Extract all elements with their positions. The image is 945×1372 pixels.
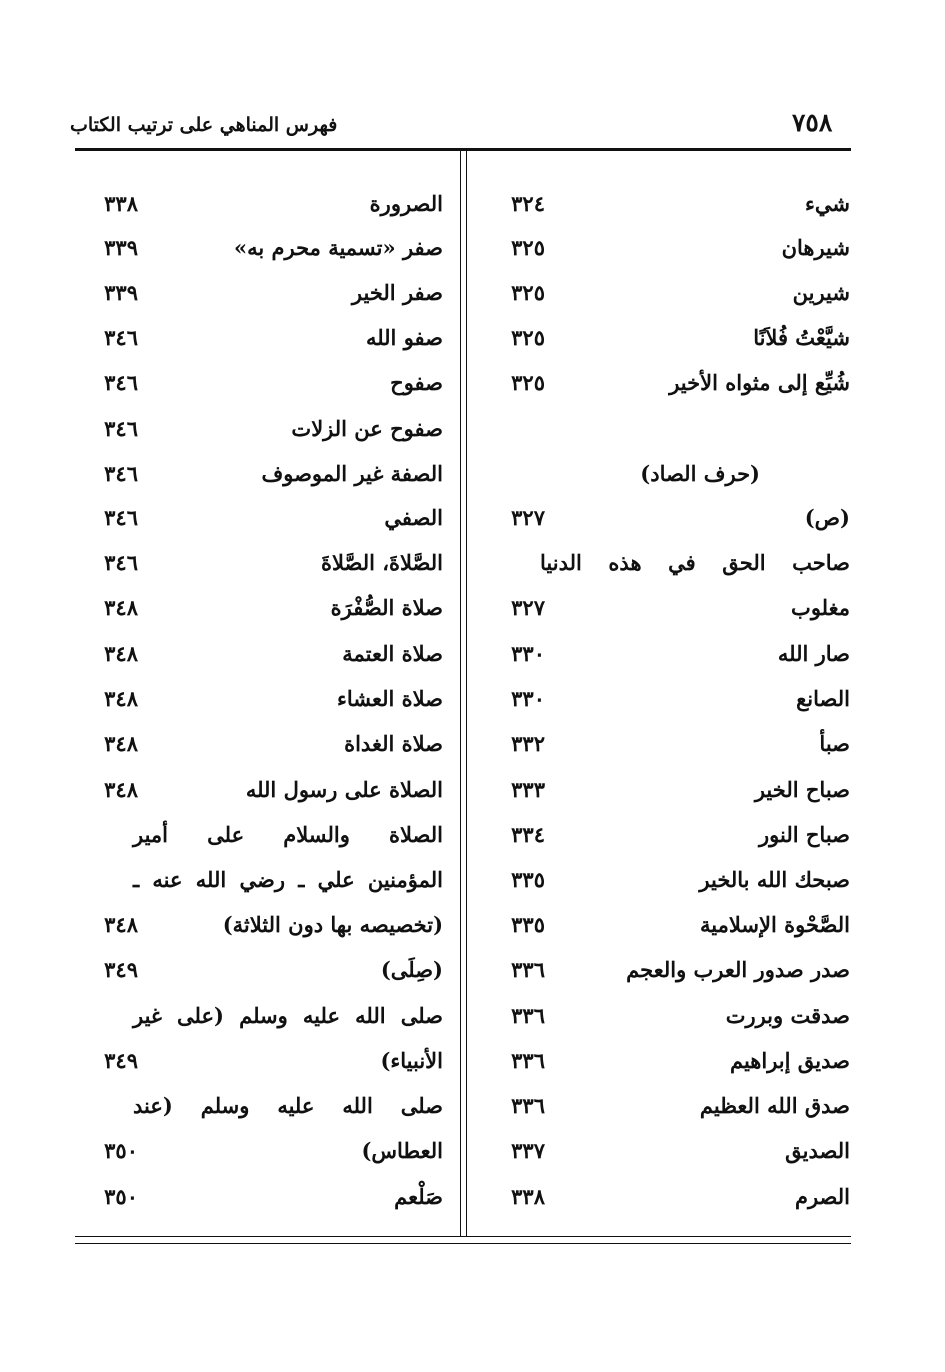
- page-ref: ٣٣٧: [511, 1138, 545, 1163]
- page-ref: ٣٢٥: [511, 280, 545, 305]
- page-ref: ٣٣٦: [511, 1093, 545, 1118]
- page-ref: ٣٢٧: [511, 595, 545, 620]
- index-entry: الصفي: [384, 505, 443, 530]
- index-entry: الصلاة على رسول الله: [245, 777, 443, 802]
- page-ref: ٣٣٩: [104, 235, 138, 260]
- index-entry: (ص): [804, 505, 850, 530]
- page-ref: ٣٣٥: [511, 912, 545, 937]
- index-entry: المؤمنين علي ـ رضي الله عنه ـ: [133, 867, 443, 892]
- footer-rule: [75, 1243, 851, 1244]
- index-entry: العطاس): [361, 1138, 443, 1163]
- index-entry: صاحب الحق في هذه الدنيا: [540, 550, 850, 575]
- index-entry: الصرورة: [369, 191, 443, 216]
- page-ref: ٣٤٨: [104, 912, 138, 937]
- index-entry: شيَّعْتُ فُلاَنًا: [753, 325, 850, 350]
- index-entry: شيرهان: [781, 235, 850, 260]
- index-entry: (صِلَى): [380, 957, 443, 982]
- page-ref: ٣٣٦: [511, 1048, 545, 1073]
- page-ref: ٣٤٩: [104, 957, 138, 982]
- page-ref: ٣٣٠: [511, 641, 545, 666]
- index-entry: صار الله: [777, 641, 850, 666]
- page-ref: ٣٢٧: [511, 505, 545, 530]
- index-entry: صبأ: [819, 731, 850, 756]
- index-entry: الصَّحْوة الإسلامية: [700, 912, 850, 937]
- page-ref: ٣٣٣: [511, 777, 545, 802]
- index-entry: صدقت وبررت: [725, 1003, 850, 1028]
- page-ref: ٣٤٦: [104, 505, 138, 530]
- index-entry: شيرين: [792, 280, 850, 305]
- page-ref: ٣٤٦: [104, 461, 138, 486]
- running-title: فهرس المناهي على ترتيب الكتاب: [70, 114, 338, 136]
- index-entry: صلاة الصُّفْرَة: [330, 595, 443, 620]
- page-ref: ٣٢٥: [511, 325, 545, 350]
- index-entry: الصرم: [794, 1184, 850, 1209]
- footer-rule: [75, 1236, 851, 1237]
- index-entry: الصَّلاةَ، الصَّلاةَ: [320, 550, 443, 575]
- index-entry: الصانع: [796, 686, 850, 711]
- index-entry: صَلْعم: [394, 1184, 443, 1209]
- page-ref: ٣٣٠: [511, 686, 545, 711]
- index-entry: صباح النور: [759, 822, 850, 847]
- index-entry: الصفة غير الموصوف: [261, 461, 443, 486]
- index-entry: شُيِّع إلى مثواه الأخير: [669, 370, 850, 395]
- index-entry: صلاة العشاء: [336, 686, 443, 711]
- index-entry: صدر صدور العرب والعجم: [626, 957, 850, 982]
- page-ref: ٣٤٨: [104, 641, 138, 666]
- page-ref: ٣٢٥: [511, 235, 545, 260]
- index-entry: شيء: [805, 191, 850, 216]
- index-entry: صفوح عن الزلات: [291, 416, 443, 441]
- page-ref: ٣٣٢: [511, 731, 545, 756]
- column-divider: [460, 150, 461, 1237]
- index-entry: صدق الله العظيم: [699, 1093, 850, 1118]
- index-entry: صلى الله عليه وسلم (عند: [133, 1093, 443, 1118]
- page-ref: ٣٤٦: [104, 325, 138, 350]
- page-number: ٧٥٨: [792, 108, 833, 137]
- page-ref: ٣٤٦: [104, 370, 138, 395]
- page-ref: ٣٣٨: [511, 1184, 545, 1209]
- column-divider: [466, 150, 467, 1237]
- page-ref: ٣٢٥: [511, 370, 545, 395]
- index-entry: صديق إبراهيم: [729, 1048, 850, 1073]
- page-ref: ٣٤٦: [104, 416, 138, 441]
- page-ref: ٣٤٨: [104, 777, 138, 802]
- page-ref: ٣٤٩: [104, 1048, 138, 1073]
- index-entry: صلاة العتمة: [342, 641, 443, 666]
- page-ref: ٣٤٨: [104, 595, 138, 620]
- page-ref: ٣٥٠: [104, 1138, 138, 1163]
- index-entry: صفو الله: [365, 325, 443, 350]
- index-entry: الصلاة والسلام على أمير: [133, 822, 443, 847]
- index-entry: صبحك الله بالخير: [699, 867, 850, 892]
- index-entry: صباح الخير: [754, 777, 850, 802]
- index-entry: صلى الله عليه وسلم (على غير: [133, 1003, 443, 1028]
- page-ref: ٣٣٤: [511, 822, 545, 847]
- page-ref: ٣٣٦: [511, 1003, 545, 1028]
- index-entry: صفوح: [390, 370, 443, 395]
- index-entry: صفر «تسمية محرم به»: [233, 235, 443, 260]
- index-entry: صفر الخير: [351, 280, 443, 305]
- page-ref: ٣٣٨: [104, 191, 138, 216]
- page-ref: ٣٤٨: [104, 731, 138, 756]
- index-entry: الصديق: [785, 1138, 850, 1163]
- index-entry: الأنبياء): [380, 1048, 443, 1073]
- page-ref: ٣٢٤: [511, 191, 545, 216]
- page-ref: ٣٤٨: [104, 686, 138, 711]
- index-entry: مغلوب: [791, 595, 850, 620]
- page-ref: ٣٣٦: [511, 957, 545, 982]
- page-ref: ٣٣٩: [104, 280, 138, 305]
- index-entry: صلاة الغداة: [344, 731, 443, 756]
- page-ref: ٣٣٥: [511, 867, 545, 892]
- index-entry: (تخصيصه بها دون الثلاثة): [222, 912, 443, 937]
- section-heading: (حرف الصاد): [640, 461, 760, 486]
- page-ref: ٣٤٦: [104, 550, 138, 575]
- header-rule: [75, 148, 851, 151]
- page-ref: ٣٥٠: [104, 1184, 138, 1209]
